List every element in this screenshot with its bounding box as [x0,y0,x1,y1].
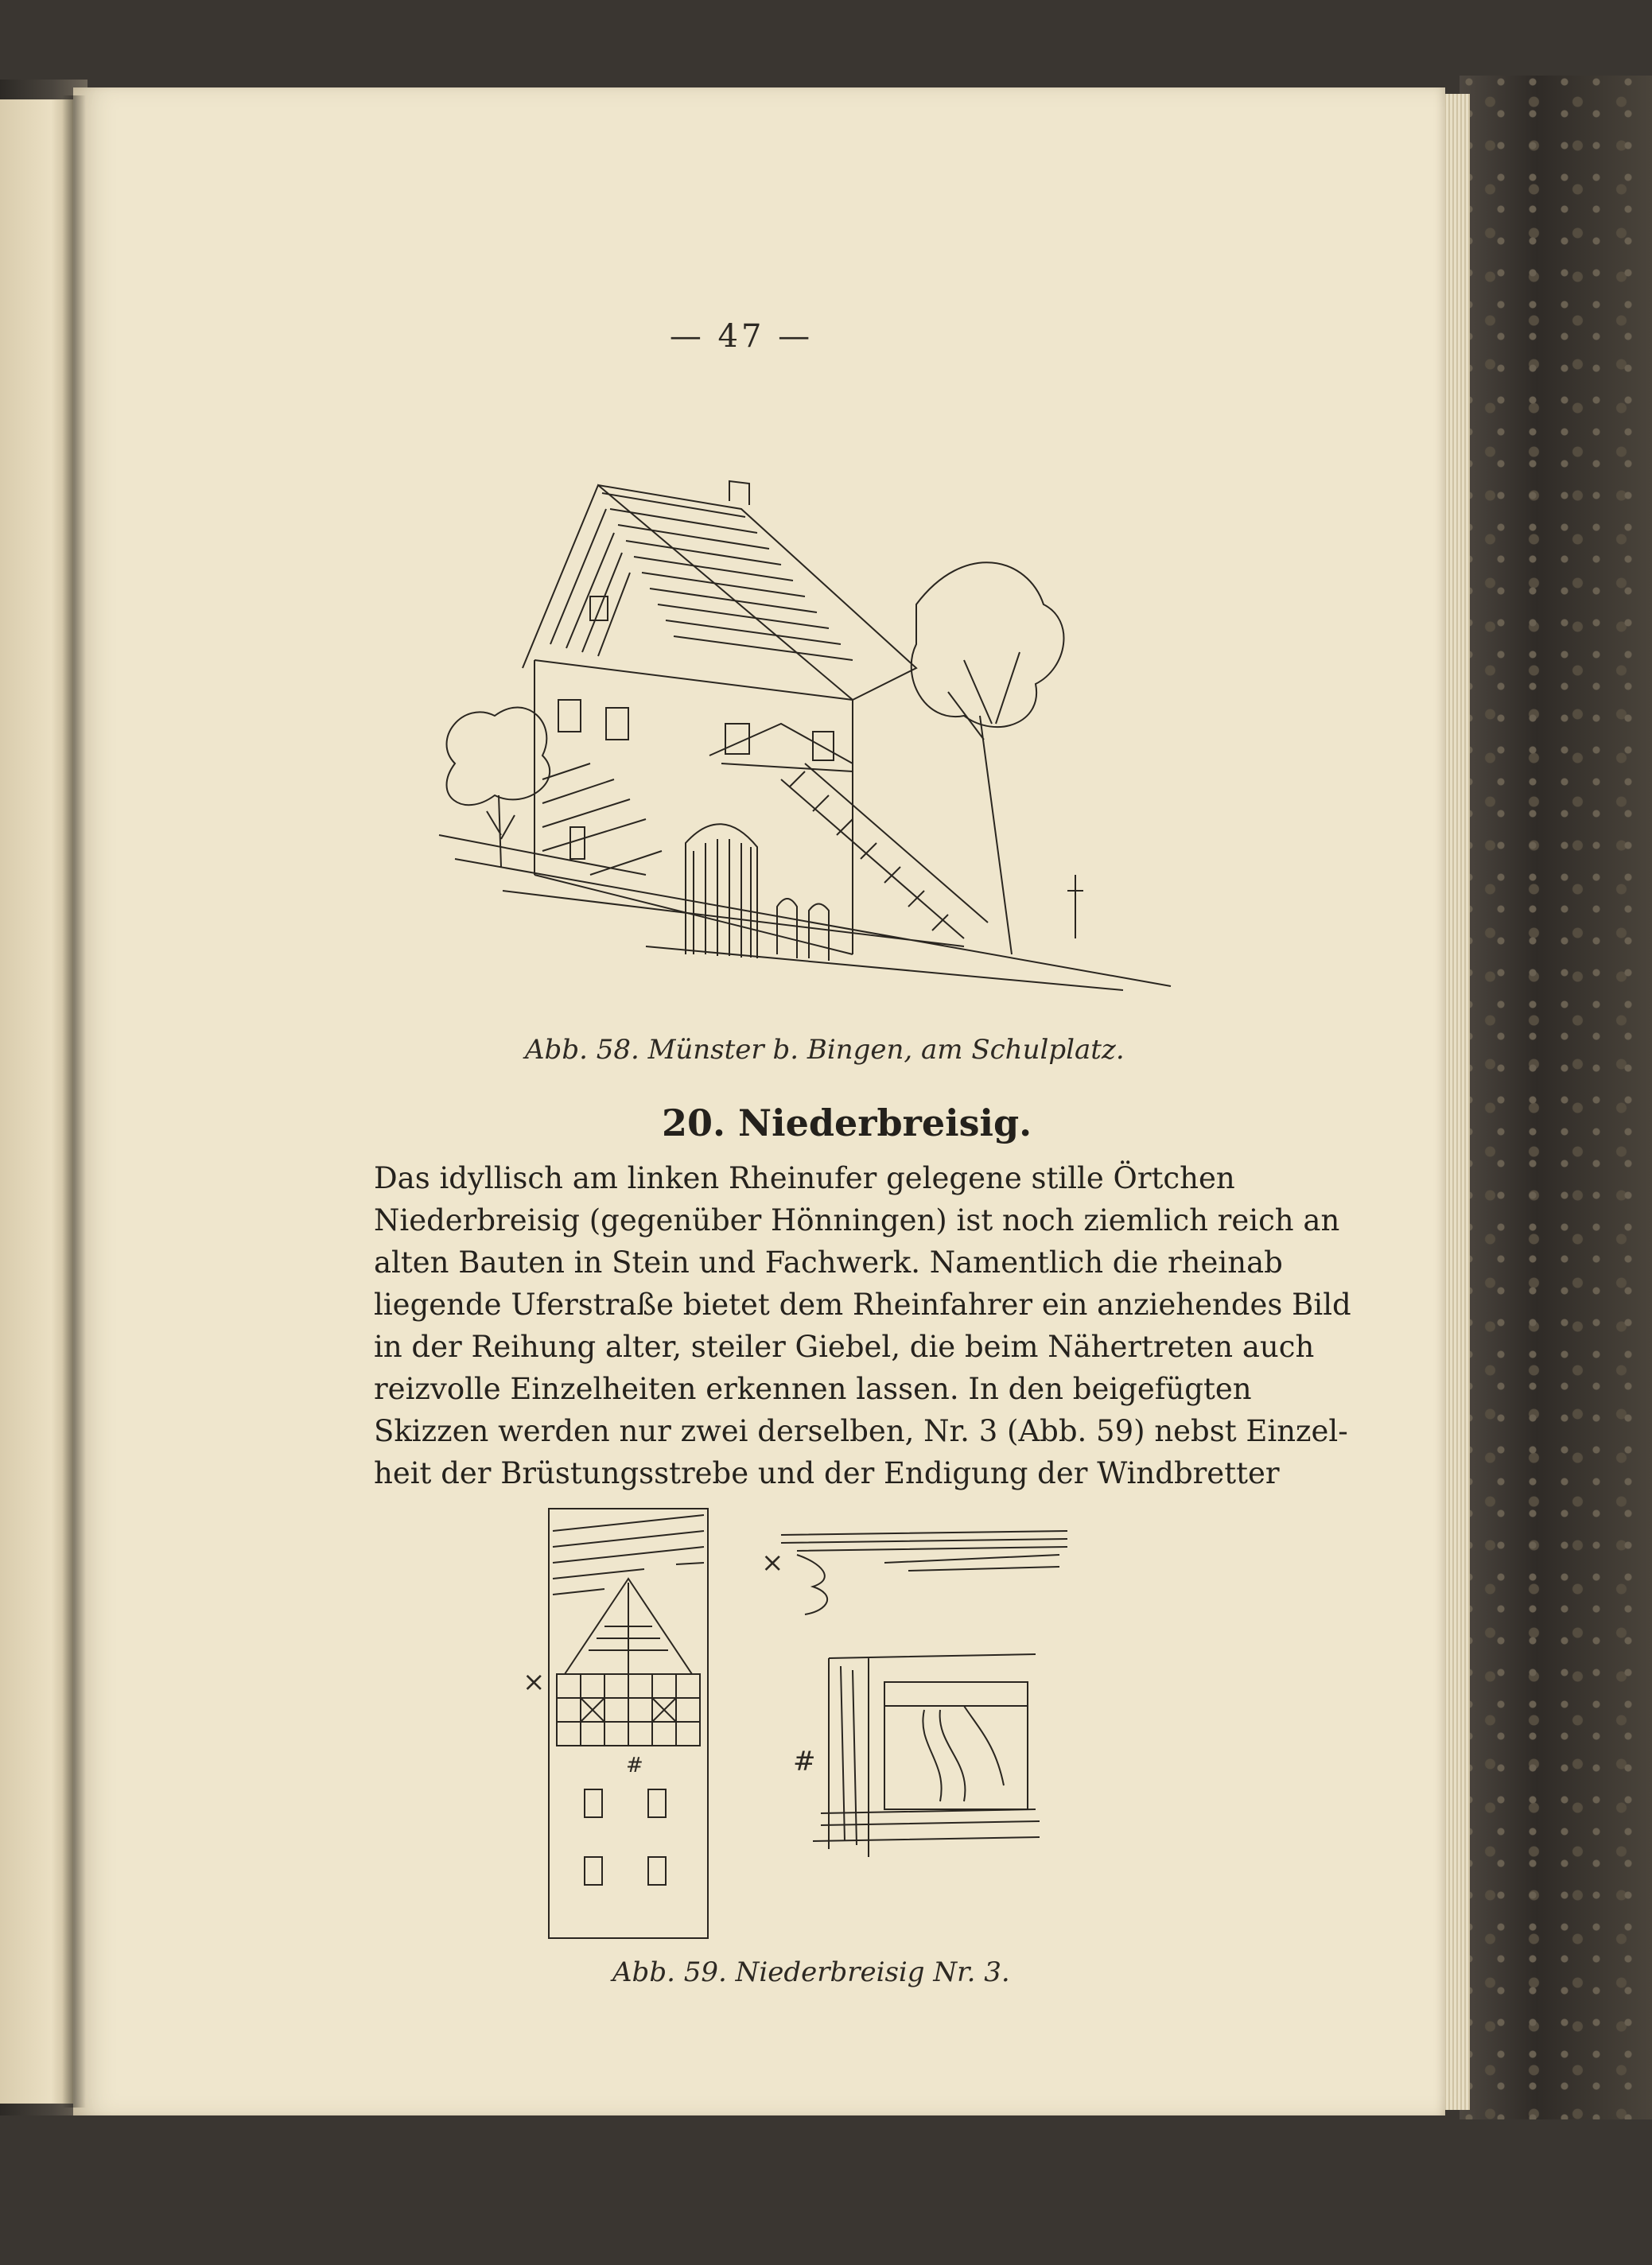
figure-59-mark-hash-1: # [626,1754,643,1777]
body-line: heit der Brüstungsstrebe und der Endigung der Windbretter [374,1456,1280,1490]
figure-59-mark-x-1: × [523,1666,546,1698]
body-line: Niederbreisig (gegenüber Hönningen) ist noch ziemlich reich an [374,1203,1340,1237]
figure-58-house-sketch [407,461,1191,1018]
figure-58-caption: Abb. 58. Münster b. Bingen, am Schulplatz. [525,1034,1125,1066]
book-cover-right [1460,76,1652,2119]
body-paragraph [374,1157,1351,1494]
figure-59-mark-hash-2: # [793,1746,816,1777]
body-line: alten Bauten in Stein und Fachwerk. Namentlich die rheinab [374,1245,1283,1280]
figure-59-caption: Abb. 59. Niederbreisig Nr. 3. [612,1956,1010,1988]
body-line: liegende Uferstraße bietet dem Rheinfahrer ein anziehendes Bild [374,1288,1351,1322]
section-heading: 20. Niederbreisig. [662,1101,1032,1144]
body-line: in der Reihung alter, steiler Giebel, die beim Nähertreten auch [374,1330,1315,1364]
book-gutter-shadow [62,95,86,2108]
figure-59-mark-x-2: × [761,1547,784,1579]
body-line: reizvolle Einzelheiten erkennen lassen. In den beigefügten [374,1372,1252,1406]
figure-59-detail-sketch [765,1523,1075,1873]
body-line: Das idyllisch am linken Rheinufer gelegene stille Örtchen [374,1161,1235,1195]
book-page [73,87,1445,2115]
body-line: Skizzen werden nur zwei derselben, Nr. 3 (Abb. 59) nebst Einzel- [374,1414,1348,1448]
page-number: — 47 — [669,318,814,355]
figure-59-facade-sketch [517,1507,716,1944]
